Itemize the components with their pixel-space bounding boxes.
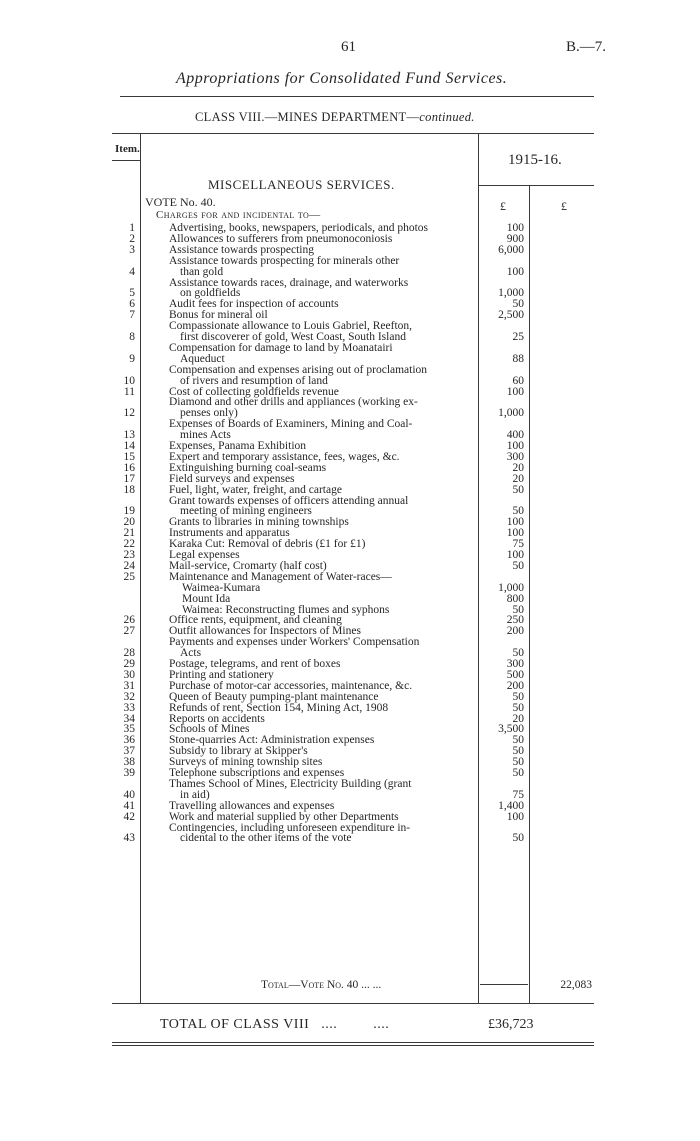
item-description-continued: penses only)	[180, 407, 238, 420]
item-number: 28	[123, 647, 135, 660]
item-number: 32	[123, 690, 135, 703]
class-heading-main: CLASS VIII.—MINES DEPARTMENT—	[195, 110, 420, 124]
item-description: Instruments and apparatus	[169, 527, 290, 540]
item-amount: 20	[512, 461, 524, 474]
footer-rule-1	[112, 1042, 594, 1043]
item-amount: 800	[506, 592, 524, 605]
charges-label: Charges for and incidental to—	[156, 209, 321, 221]
item-amount: 6,000	[498, 243, 524, 256]
item-description: Work and material supplied by other Departments	[169, 810, 399, 823]
item-description: Expenses of Boards of Examiners, Mining and Coal-	[169, 418, 413, 431]
item-number: 30	[123, 668, 135, 681]
item-description: Expenses, Panama Exhibition	[169, 440, 307, 452]
item-description-continued: Aqueduct	[180, 352, 225, 365]
item-amount: 50	[512, 603, 524, 616]
item-amount: 20	[512, 472, 524, 485]
item-number: 26	[123, 614, 135, 627]
item-number: 35	[123, 723, 135, 736]
item-amount: 50	[512, 647, 524, 660]
item-description: Telephone subscriptions and expenses	[169, 767, 345, 779]
item-number: 39	[123, 767, 135, 779]
table-bottom-rule	[112, 1003, 594, 1004]
item-column-header: Item.	[115, 143, 140, 155]
item-description-continued: meeting of mining engineers	[180, 505, 312, 518]
item-number: 7	[129, 309, 135, 322]
item-amount: 50	[512, 701, 524, 714]
amount-column-divider	[478, 134, 479, 1004]
item-number: 40	[123, 788, 135, 801]
item-number: 42	[123, 810, 135, 823]
item-description: Purchase of motor-car accessories, maintenance, &c.	[169, 679, 413, 692]
item-amount: 1,000	[498, 287, 524, 300]
item-description: Compensation and expenses arising out of proclamation	[169, 363, 428, 376]
item-description: Surveys of mining township sites	[169, 756, 323, 769]
item-description-continued: Acts	[180, 647, 202, 660]
item-number: 5	[129, 287, 135, 300]
item-number: 27	[123, 625, 135, 638]
item-description: Schools of Mines	[169, 723, 250, 736]
item-amount: 25	[512, 331, 524, 343]
item-amount: 50	[512, 832, 524, 845]
total-class-label: TOTAL OF CLASS VIII	[160, 1017, 310, 1032]
item-number: 2	[129, 232, 135, 245]
item-description-continued: mines Acts	[180, 429, 231, 442]
item-number: 24	[123, 559, 135, 572]
item-amount: 100	[506, 527, 524, 540]
total-vote-label: Total—Vote No. 40	[261, 979, 359, 991]
item-description: Mail-service, Cromarty (half cost)	[169, 559, 327, 572]
item-number: 8	[129, 331, 135, 343]
item-amount: 1,400	[498, 799, 524, 812]
item-description: Legal expenses	[169, 549, 240, 561]
item-description: Contingencies, including unforeseen expenditure in-	[169, 821, 411, 834]
item-number: 34	[123, 712, 135, 725]
item-amount: 100	[506, 385, 524, 398]
item-amount: 3,500	[498, 723, 524, 736]
item-description: Cost of collecting goldfields revenue	[169, 385, 339, 398]
item-description: Grants to libraries in mining townships	[169, 516, 349, 529]
item-amount: 50	[512, 690, 524, 703]
item-description: Compassionate allowance to Louis Gabriel, Reefton,	[169, 320, 413, 333]
item-number: 25	[123, 570, 135, 583]
item-amount: 400	[506, 429, 524, 442]
item-amount: 50	[512, 505, 524, 518]
item-description: Grant towards expenses of officers attending annual	[169, 494, 409, 507]
item-description: Compensation for damage to land by Moanatairi	[169, 341, 393, 354]
item-amount: 1,000	[498, 407, 524, 420]
item-amount: 100	[506, 810, 524, 823]
item-amount: 2,500	[498, 309, 524, 322]
item-description: Fuel, light, water, freight, and cartage	[169, 483, 342, 496]
item-number: 13	[123, 429, 135, 442]
item-description: Allowances to sufferers from pneumonoconiosis	[169, 232, 393, 245]
page-heading: Appropriations for Consolidated Fund Services.	[176, 70, 508, 87]
document-reference: B.—7.	[566, 39, 607, 55]
currency-total-column: £	[561, 199, 567, 213]
item-number: 33	[123, 701, 135, 714]
item-number: 22	[123, 538, 135, 551]
item-description-continued: on goldfields	[180, 287, 241, 300]
item-amount: 100	[506, 440, 524, 452]
item-description: Extinguishing burning coal-seams	[169, 461, 327, 474]
item-description: Waimea: Reconstructing flumes and syphons	[182, 603, 390, 616]
item-description: Subsidy to library at Skipper's	[169, 745, 308, 758]
item-amount: 75	[512, 538, 524, 551]
total-vote-leaders: ... ...	[361, 979, 382, 991]
item-number: 21	[123, 527, 135, 540]
item-number: 43	[123, 832, 135, 845]
item-number: 11	[123, 385, 135, 398]
item-amount: 250	[506, 614, 524, 627]
item-description-continued: than gold	[180, 265, 224, 278]
page-number: 61	[341, 39, 356, 55]
item-description: Assistance towards races, drainage, and waterworks	[169, 276, 409, 289]
item-description: Field surveys and expenses	[169, 472, 295, 485]
item-amount: 50	[512, 767, 524, 779]
total-class-leaders: .... ....	[309, 1017, 390, 1032]
item-number: 18	[123, 483, 135, 496]
item-number: 3	[129, 243, 135, 256]
item-description: Refunds of rent, Section 154, Mining Act, 1908	[169, 701, 389, 714]
item-amount: 88	[512, 352, 524, 365]
item-amount: 500	[506, 668, 524, 681]
item-number: 6	[129, 298, 135, 311]
item-amount: 100	[506, 222, 524, 234]
item-number: 19	[123, 505, 135, 518]
item-amount: 900	[506, 232, 524, 245]
item-number: 4	[129, 265, 135, 278]
class-heading-suffix: continued.	[419, 110, 475, 124]
item-number: 9	[129, 352, 135, 365]
item-number: 37	[123, 745, 135, 758]
item-number: 1	[129, 222, 135, 234]
total-vote-rule	[480, 984, 528, 985]
item-description: Bonus for mineral oil	[169, 309, 268, 322]
total-vote	[261, 979, 381, 991]
item-number: 12	[123, 407, 135, 420]
item-number: 29	[123, 658, 135, 670]
item-amount: 50	[512, 745, 524, 758]
item-description: Office rents, equipment, and cleaning	[169, 614, 342, 627]
item-description: Payments and expenses under Workers' Compensation	[169, 636, 420, 649]
item-number: 15	[123, 450, 135, 463]
item-amount: 200	[506, 679, 524, 692]
year-header: 1915-16.	[508, 152, 562, 168]
item-number: 38	[123, 756, 135, 769]
item-description: Advertising, books, newspapers, periodicals, and photos	[169, 222, 429, 234]
item-description: Assistance towards prospecting for minerals other	[169, 254, 400, 267]
item-number: 14	[123, 440, 135, 452]
item-amount: 50	[512, 734, 524, 747]
item-header-rule	[112, 160, 140, 161]
item-description: Travelling allowances and expenses	[169, 799, 335, 812]
item-amount: 300	[506, 450, 524, 463]
section-title: MISCELLANEOUS SERVICES.	[208, 177, 395, 192]
item-number: 16	[123, 461, 135, 474]
table-top-rule	[112, 133, 594, 134]
subtotal-column-divider	[529, 186, 530, 1004]
item-description: Queen of Beauty pumping-plant maintenance	[169, 690, 379, 703]
item-amount: 100	[506, 549, 524, 561]
item-number: 41	[123, 799, 135, 812]
total-class-amount: £36,723	[488, 1017, 534, 1032]
vote-number: VOTE No. 40.	[145, 195, 216, 209]
item-description: Reports on accidents	[169, 712, 265, 725]
item-number: 31	[123, 679, 135, 692]
item-amount: 200	[506, 625, 524, 638]
item-amount: 50	[512, 298, 524, 311]
item-description: Waimea-Kumara	[182, 581, 261, 594]
item-amount: 50	[512, 483, 524, 496]
item-description-continued: cidental to the other items of the vote	[180, 832, 352, 845]
year-rule	[478, 185, 594, 186]
item-amount: 50	[512, 756, 524, 769]
item-number: 17	[123, 472, 135, 485]
total-vote-amount: 22,083	[560, 979, 592, 991]
item-column-divider	[140, 134, 141, 1004]
item-amount: 100	[506, 516, 524, 529]
footer-rule-2	[112, 1045, 594, 1046]
item-description: Thames School of Mines, Electricity Building (grant	[169, 777, 412, 790]
item-description: Assistance towards prospecting	[169, 243, 314, 256]
class-heading	[195, 110, 475, 125]
currency-amount-column: £	[500, 199, 506, 213]
item-amount: 50	[512, 559, 524, 572]
item-amount: 100	[506, 265, 524, 278]
item-number: 36	[123, 734, 135, 747]
item-description: Diamond and other drills and appliances (working ex-	[169, 396, 418, 409]
item-amount: 300	[506, 658, 524, 670]
item-description-continued: in aid)	[180, 788, 210, 801]
item-description-continued: of rivers and resumption of land	[180, 374, 328, 387]
item-description-continued: first discoverer of gold, West Coast, South Island	[180, 331, 406, 343]
item-amount: 1,000	[498, 581, 524, 594]
item-description: Stone-quarries Act: Administration expenses	[169, 734, 375, 747]
item-amount: 20	[512, 712, 524, 725]
item-number: 10	[123, 374, 135, 387]
item-number: 20	[123, 516, 135, 529]
item-description: Maintenance and Management of Water-races—	[169, 570, 392, 583]
item-number: 23	[123, 549, 135, 561]
item-amount: 60	[512, 374, 524, 387]
item-amount: 75	[512, 788, 524, 801]
item-description: Printing and stationery	[169, 668, 274, 681]
item-description: Postage, telegrams, and rent of boxes	[169, 658, 341, 670]
heading-rule	[120, 96, 594, 97]
item-description: Mount Ida	[182, 592, 231, 605]
total-class	[160, 1017, 389, 1033]
item-description: Expert and temporary assistance, fees, wages, &c.	[169, 450, 400, 463]
item-description: Outfit allowances for Inspectors of Mines	[169, 625, 361, 638]
item-description: Audit fees for inspection of accounts	[169, 298, 339, 311]
item-description: Karaka Cut: Removal of debris (£1 for £1)	[169, 538, 366, 551]
